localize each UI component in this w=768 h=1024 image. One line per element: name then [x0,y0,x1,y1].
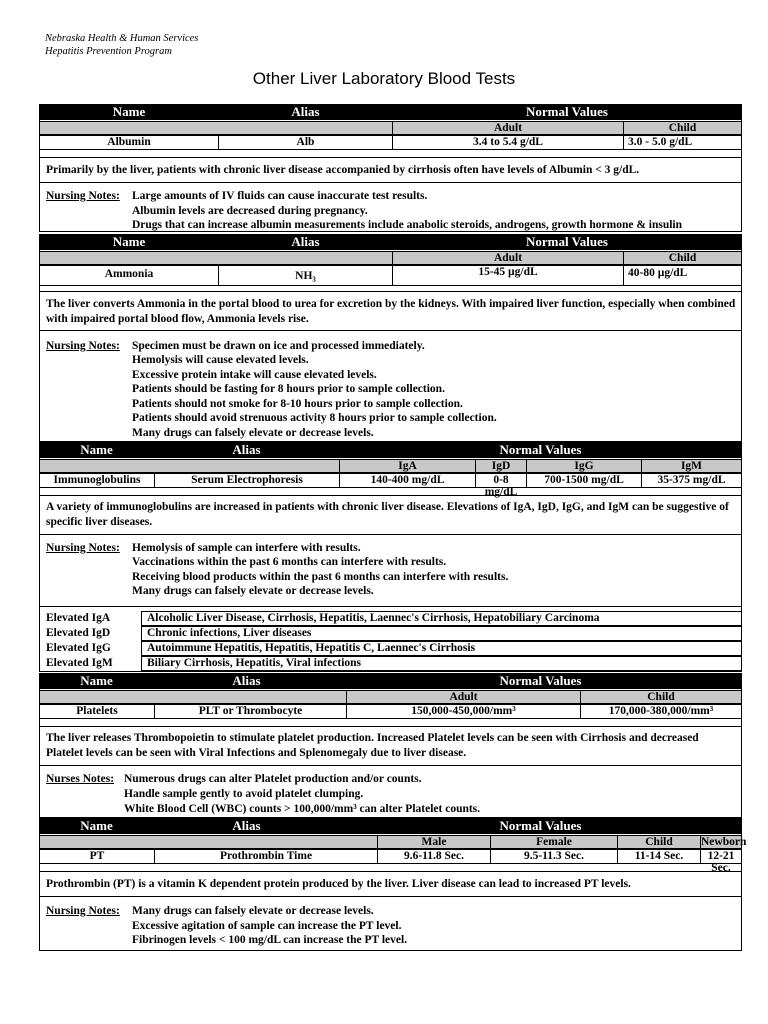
ammonia-description: The liver converts Ammonia in the portal blood to urea for excretion by the kidneys. With impaired liver function, especially when combined with impaired portal blood flow, Ammonia levels rise. [46,298,736,325]
albumin-note: Albumin levels are decreased during pregnancy. [132,205,368,217]
page-title: Other Liver Laboratory Blood Tests [252,69,516,88]
pt-note: Many drugs can falsely elevate or decrease levels. [132,905,374,917]
ammonia-note: Excessive protein intake will cause elevated levels. [132,369,377,381]
platelets-subheader [39,690,742,704]
ammonia-note: Patients should be fasting for 8 hours prior to sample collection. [132,383,445,395]
immunoglobulins-description: A variety of immunoglobulins are increased in patients with chronic liver disease. Elevations of IgA, IgD, IgG, and IgM can be suggestive of specific liver diseases. [46,501,729,528]
name-header: Name [112,234,146,249]
elevated-igg-label: Elevated IgG [46,642,111,654]
immunoglobulins-note: Many drugs can falsely elevate or decrease levels. [132,585,374,597]
normal-values-header: Normal Values [499,442,582,457]
ammonia-alias: NH₃ [218,266,392,285]
igg-value: 700-1500 mg/dL [526,474,641,487]
divider [39,182,742,183]
child-header: Child [623,122,741,134]
pt-female: 9.5-11.3 Sec. [490,850,617,863]
ammonia-subheader [39,251,742,265]
divider [39,330,742,331]
adult-header: Adult [346,691,580,703]
igd-header: IgD [475,460,526,472]
albumin-alias: Alb [218,136,392,149]
ammonia-note: Patients should avoid strenuous activity 8 hours prior to sample collection. [132,412,497,424]
ammonia-note: Specimen must be drawn on ice and processed immediately. [132,340,425,352]
male-header: Male [377,836,490,848]
igm-header: IgM [641,460,741,472]
program-name: Hepatitis Prevention Program [45,46,172,57]
elevated-igm-value: Biliary Cirrhosis, Hepatitis, Viral infections [141,656,742,671]
albumin-name: Albumin [107,136,151,148]
immunoglobulins-notes-label: Nursing Notes: [46,542,120,554]
immunoglobulins-note: Vaccinations within the past 6 months can interfere with results. [132,556,447,568]
normal-values-header: Normal Values [526,104,608,119]
newborn-header: Newborn [701,836,747,848]
albumin-description: Primarily by the liver, patients with chronic liver disease accompanied by cirrhosis often have levels of Albumin < 3 g/dL. [46,164,640,176]
ammonia-header-bar [39,234,742,250]
platelets-note: Numerous drugs can alter Platelet production and/or counts. [124,773,422,785]
igm-value: 35-375 mg/dL [641,474,741,487]
pt-alias: Prothrombin Time [154,850,377,863]
alias-header: Alias [232,818,261,833]
ammonia-note: Patients should not smoke for 8-10 hours prior to sample collection. [132,398,463,410]
pt-header-bar [39,818,742,834]
elevated-igg-row [39,641,742,656]
pt-name: PT [89,850,105,862]
divider [39,765,742,766]
ammonia-notes-label: Nursing Notes: [46,340,120,352]
platelets-note: White Blood Cell (WBC) counts > 100,000/mm³ can alter Platelet counts. [124,803,481,815]
divider [39,291,742,292]
organization-name: Nebraska Health & Human Services [45,33,199,44]
platelets-child: 170,000-380,000/mm³ [580,705,741,718]
adult-header: Adult [392,252,623,264]
female-header: Female [490,836,617,848]
elevated-igm-label: Elevated IgM [46,657,113,669]
divider [39,896,742,897]
elevated-iga-label: Elevated IgA [46,612,111,624]
ammonia-note: Hemolysis will cause elevated levels. [132,354,309,366]
immunoglobulins-note: Hemolysis of sample can interfere with results. [132,542,361,554]
normal-values-header: Normal Values [499,673,582,688]
albumin-note: Large amounts of IV fluids can cause inaccurate test results. [132,190,428,202]
pt-newborn: 12-21 Sec. [700,850,741,863]
alias-header: Alias [232,673,261,688]
ammonia-adult: 15-45 µg/dL [392,266,623,285]
pt-male: 9.6-11.8 Sec. [377,850,490,863]
pt-row [39,849,742,874]
ammonia-note: Many drugs can falsely elevate or decrease levels. [132,427,374,439]
divider [39,726,742,727]
platelets-description: The liver releases Thrombopoietin to stimulate platelet production. Increased Platelet levels can be seen with Cirrhosis and decreased Platelet levels can be seen with Viral Infections and Splenomegaly due to liver disease. [46,732,699,759]
pt-notes-label: Nursing Notes: [46,905,120,917]
immunoglobulins-header-bar [39,442,742,458]
adult-header: Adult [392,122,623,134]
elevated-igm-row [39,656,742,671]
platelets-alias: PLT or Thrombocyte [154,705,346,718]
pt-child: 11-14 Sec. [617,850,700,863]
elevated-iga-value: Alcoholic Liver Disease, Cirrhosis, Hepatitis, Laennec's Cirrhosis, Hepatobiliary Carcinoma [141,611,742,626]
divider [39,534,742,535]
ammonia-child: 40-80 µg/dL [623,266,741,285]
alias-header: Alias [291,104,320,119]
pt-description: Prothrombin (PT) is a vitamin K dependent protein produced by the liver. Liver disease can lead to increased PT levels. [46,878,631,890]
albumin-child: 3.0 - 5.0 g/dL [623,136,741,149]
albumin-subheader [39,121,742,135]
alias-header: Alias [291,234,320,249]
normal-values-header: Normal Values [499,818,582,833]
name-header: Name [112,104,146,119]
pt-note: Fibrinogen levels < 100 mg/dL can increase the PT level. [132,934,408,946]
elevated-igd-label: Elevated IgD [46,627,111,639]
pt-subheader [39,835,747,849]
iga-value: 140-400 mg/dL [339,474,475,487]
divider [39,606,742,607]
platelets-row [39,704,742,719]
platelets-header-bar [39,673,742,689]
child-header: Child [617,836,700,848]
platelets-notes-label: Nurses Notes: [46,773,115,785]
platelets-note: Handle sample gently to avoid platelet clumping. [124,788,364,800]
child-header: Child [623,252,741,264]
elevated-iga-row [39,611,742,626]
albumin-header-bar [39,104,742,120]
igg-header: IgG [526,460,641,472]
albumin-note: Drugs that can increase albumin measurements include anabolic steroids, androgens, growth hormone & insulin [132,219,683,231]
iga-header: IgA [339,460,475,472]
child-header: Child [580,691,741,703]
ammonia-row [39,265,742,286]
divider [39,871,742,872]
albumin-adult: 3.4 to 5.4 g/dL [392,136,623,149]
divider [39,495,742,496]
albumin-notes-label: Nursing Notes: [46,190,120,202]
elevated-igd-value: Chronic infections, Liver diseases [141,626,742,641]
alias-header: Alias [232,442,261,457]
immunoglobulins-row [39,473,742,498]
name-header: Name [80,442,113,457]
pt-note: Excessive agitation of sample can increase the PT level. [132,920,402,932]
igd-value: 0-8 mg/dL [475,474,526,487]
elevated-igg-value: Autoimmune Hepatitis, Hepatitis, Hepatitis C, Laennec's Cirrhosis [141,641,742,656]
platelets-name: Platelets [76,705,118,717]
elevated-igd-row [39,626,742,641]
immunoglobulins-subheader [39,459,742,473]
ammonia-name: Ammonia [104,268,154,280]
albumin-row [39,135,742,150]
immunoglobulins-name: Immunoglobulins [53,474,141,486]
immunoglobulins-alias: Serum Electrophoresis [154,474,339,487]
immunoglobulins-note: Receiving blood products within the past 6 months can interfere with results. [132,571,509,583]
divider [39,157,742,158]
platelets-adult: 150,000-450,000/mm³ [346,705,580,718]
name-header: Name [80,818,113,833]
normal-values-header: Normal Values [526,234,608,249]
name-header: Name [80,673,113,688]
